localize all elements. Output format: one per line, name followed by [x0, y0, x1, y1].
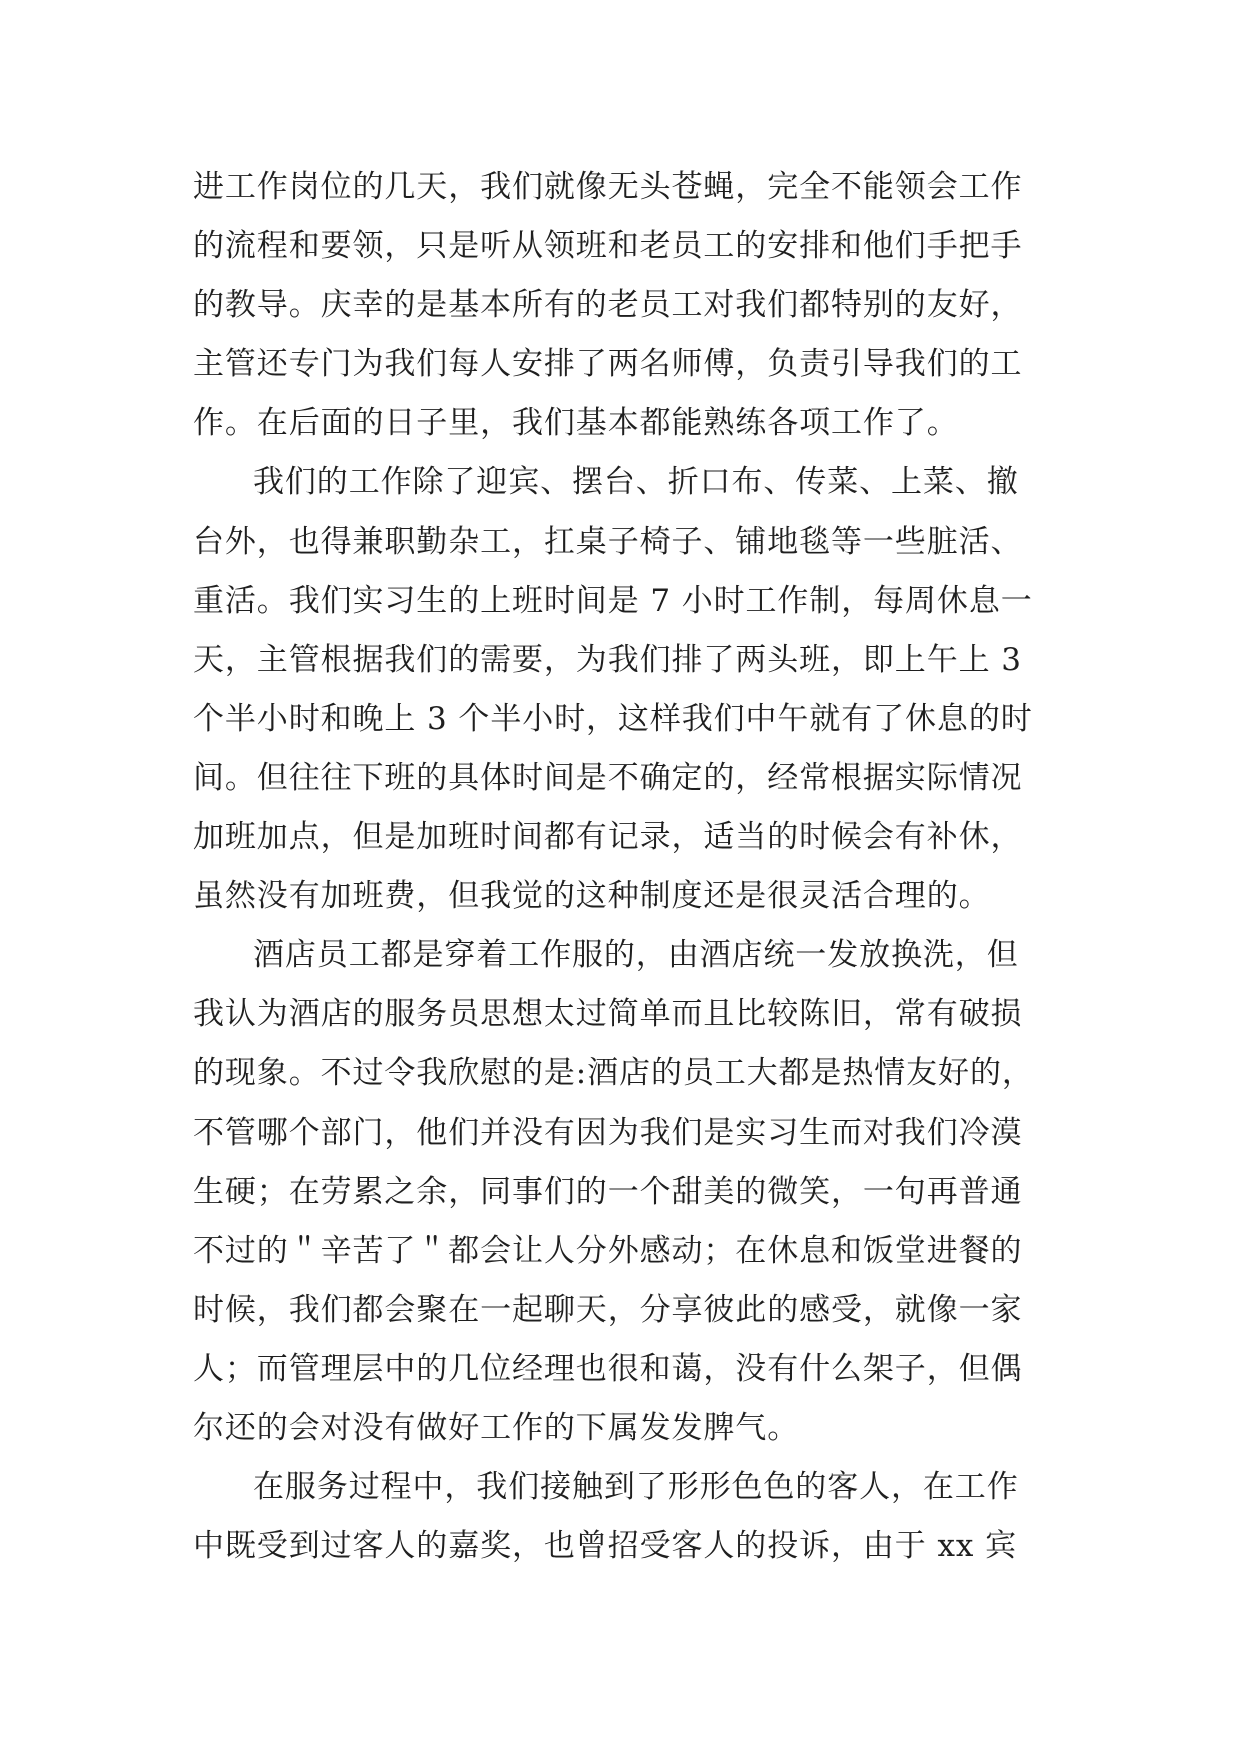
- paragraph-start-line: 我们的工作除了迎宾、摆台、折口布、传菜、上菜、撤: [253, 464, 1019, 501]
- text-line: 不管哪个部门，他们并没有因为我们是实习生而对我们冷漠: [193, 1114, 1023, 1151]
- text-line: 尔还的会对没有做好工作的下属发发脾气。: [193, 1409, 800, 1446]
- text-line: 中既受到过客人的嘉奖，也曾招受客人的投诉，由于 xx 宾: [193, 1528, 1017, 1565]
- text-line: 间。但往往下班的具体时间是不确定的，经常根据实际情况: [193, 759, 1023, 796]
- text-line: 时候，我们都会聚在一起聊天，分享彼此的感受，就像一家: [193, 1291, 1023, 1328]
- text-line: 主管还专门为我们每人安排了两名师傅，负责引导我们的工: [193, 346, 1023, 383]
- text-line: 我认为酒店的服务员思想太过简单而且比较陈旧，常有破损: [193, 996, 1023, 1033]
- text-line: 个半小时和晚上 3 个半小时，这样我们中午就有了休息的时: [193, 700, 1033, 737]
- text-line: 生硬；在劳累之余，同事们的一个甜美的微笑，一句再普通: [193, 1173, 1023, 1210]
- text-line: 虽然没有加班费，但我觉的这种制度还是很灵活合理的。: [193, 878, 991, 915]
- text-line: 人；而管理层中的几位经理也很和蔼，没有什么架子，但偶: [193, 1350, 1023, 1387]
- text-line: 的教导。庆幸的是基本所有的老员工对我们都特别的友好，: [193, 287, 1023, 324]
- body-text: [193, 158, 1073, 1576]
- text-line: 的流程和要领，只是听从领班和老员工的安排和他们手把手: [193, 228, 1023, 265]
- text-line: 作。在后面的日子里，我们基本都能熟练各项工作了。: [193, 405, 959, 442]
- paragraph-start-line: 酒店员工都是穿着工作服的，由酒店统一发放换洗，但: [253, 937, 1019, 974]
- text-line: 台外，也得兼职勤杂工，扛桌子椅子、铺地毯等一些脏活、: [193, 523, 1023, 560]
- text-line: 进工作岗位的几天，我们就像无头苍蝇，完全不能领会工作: [193, 169, 1023, 205]
- text-line: 加班加点，但是加班时间都有记录，适当的时候会有补休，: [193, 819, 1023, 856]
- text-line: 不过的＂辛苦了＂都会让人分外感动；在休息和饭堂进餐的: [193, 1232, 1023, 1269]
- text-line: 天，主管根据我们的需要，为我们排了两头班，即上午上 3: [193, 641, 1022, 678]
- text-line: 重活。我们实习生的上班时间是 7 小时工作制，每周休息一: [193, 582, 1033, 619]
- text-line: 的现象。不过令我欣慰的是:酒店的员工大都是热情友好的，: [193, 1055, 1034, 1092]
- paragraph-start-line: 在服务过程中，我们接触到了形形色色的客人，在工作: [253, 1469, 1019, 1506]
